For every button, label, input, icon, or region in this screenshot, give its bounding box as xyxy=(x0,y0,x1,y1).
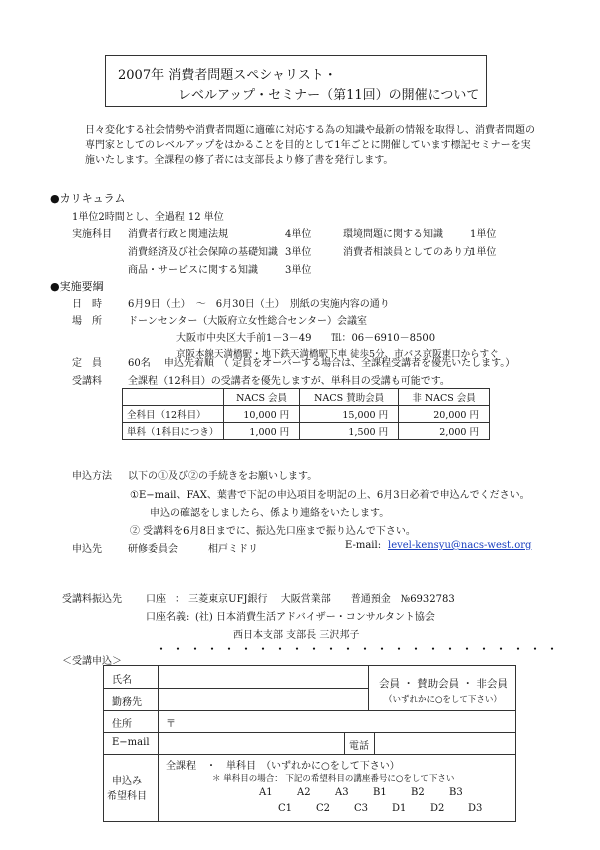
course-code[interactable]: A2 xyxy=(297,787,311,798)
title-line-1: 2007年 消費者問題スペシャリスト・ xyxy=(118,68,337,83)
application-form xyxy=(103,665,516,822)
subject-name: 消費者相談員としてのあり方 xyxy=(343,247,473,258)
method-step-1-note: 申込の確認をしましたら、係より連絡をいたします。 xyxy=(150,508,390,519)
form-work-field[interactable] xyxy=(160,690,364,708)
contact-value: 研修委員会 相戸ミドリ xyxy=(128,544,258,555)
table-cell xyxy=(123,389,224,406)
form-heading: ＜受講申込＞ xyxy=(62,656,122,667)
form-apply-label: 希望科目 xyxy=(107,791,147,802)
form-work-label: 勤務先 xyxy=(112,697,142,708)
title-box xyxy=(105,55,487,107)
method-intro: 以下の①及び②の手続きをお願いします。 xyxy=(128,471,318,482)
subject-name: 環境問題に関する知識 xyxy=(343,229,443,240)
subject-name: 消費者行政と関連法規 xyxy=(128,229,228,240)
email-label: E-mail: xyxy=(345,540,382,551)
member-type-options[interactable]: 会員 ・ 賛助会員 ・ 非会員 xyxy=(379,678,508,690)
title-line-2: レベルアップ・セミナー（第11回）の開催について xyxy=(178,88,480,103)
course-code[interactable]: C1 xyxy=(278,803,293,814)
course-note: ＊ 単科目の場合： 下記の希望科目の講座番号に○をして下さい xyxy=(212,774,455,784)
subject-name: 商品・サービスに関する知識 xyxy=(128,265,258,276)
bank-account-label: 口座 xyxy=(146,594,166,605)
subject-units: 1単位 xyxy=(470,247,497,258)
curriculum-label: 実施科目 xyxy=(72,229,112,240)
table-row xyxy=(123,423,490,440)
form-name-field[interactable] xyxy=(160,668,364,686)
place-access: 京阪本線天満橋駅・地下鉄天満橋駅下車 徒歩5分、市バス京阪東口からすぐ xyxy=(176,349,499,360)
course-code[interactable]: D3 xyxy=(468,803,483,814)
table-cell: 20,000 円 xyxy=(399,406,490,423)
bank-name-value: (社) 日本消費生活アドバイザー・コンサルタント協会 xyxy=(195,612,435,623)
contact-label: 申込先 xyxy=(72,544,102,555)
table-header: NACS 賛助会員 xyxy=(300,389,399,406)
form-name-label: 氏名 xyxy=(112,675,132,686)
form-address-field[interactable] xyxy=(180,712,510,730)
subject-units: 1単位 xyxy=(470,229,497,240)
date-value: 6月9日（土） 〜 6月30日（土） 別紙の実施内容の通り xyxy=(128,299,390,310)
form-address-label: 住所 xyxy=(112,719,132,730)
course-code[interactable]: B1 xyxy=(373,787,387,798)
separator-dots: ・・・・・・・・・・・・・・・・・・・・・・・・ xyxy=(155,642,564,656)
table-cell: 全科目（12科目） xyxy=(123,406,224,423)
course-code[interactable]: D1 xyxy=(392,803,407,814)
table-cell: 1,000 円 xyxy=(224,423,300,440)
table-header: 非 NACS 会員 xyxy=(399,389,490,406)
curriculum-summary: 1単位2時間とし、全過程 12 単位 xyxy=(72,212,224,223)
form-phone-field[interactable] xyxy=(378,734,510,752)
fee-table xyxy=(122,388,490,440)
bank-branch: 西日本支部 支部長 三沢邦子 xyxy=(233,630,360,641)
member-type-note: （いずれかに○をして下さい） xyxy=(384,695,502,705)
course-choice[interactable]: 全課程 ・ 単科目 （いずれかに○をして下さい） xyxy=(166,761,400,772)
course-code[interactable]: B3 xyxy=(449,787,463,798)
bank-label: 受講料振込先 xyxy=(62,594,122,605)
bank-account-value: ： 三菱東京UFJ銀行 大阪営業部 普通預金 №6932783 xyxy=(175,594,455,605)
form-apply-label: 申込み xyxy=(112,776,142,787)
subject-units: 4単位 xyxy=(285,229,312,240)
place-address: 大阪市中央区大手前1－3－49 ℡：06－6910－8500 xyxy=(176,333,436,344)
capacity-value: 60名 申込先着順 （ 定員をオーバーする場合は、全課程受講者を優先いたします。） xyxy=(128,358,516,369)
method-label: 申込方法 xyxy=(72,471,112,482)
curriculum-heading: ●カリキュラム xyxy=(50,192,126,205)
course-code[interactable]: C3 xyxy=(354,803,369,814)
fee-label: 受講料 xyxy=(72,376,102,387)
subject-units: 3単位 xyxy=(285,247,312,258)
form-email-label: E−mail xyxy=(112,737,150,748)
email-link[interactable]: level-kensyu@nacs-west.org xyxy=(388,540,532,551)
date-label: 日 時 xyxy=(72,299,102,310)
bank-name-label: 口座名義: xyxy=(146,612,190,623)
method-step-2: ② 受講料を6月8日までに、振込先口座まで振り込んで下さい。 xyxy=(130,526,416,537)
postal-mark: 〒 xyxy=(166,719,176,730)
capacity-label: 定 員 xyxy=(72,358,102,369)
course-code[interactable]: D2 xyxy=(430,803,445,814)
table-cell: 1,500 円 xyxy=(300,423,399,440)
place-name: ドーンセンター（大阪府立女性総合センター）会議室 xyxy=(128,316,367,327)
subject-units: 3単位 xyxy=(285,265,312,276)
place-label: 場 所 xyxy=(72,316,102,327)
table-header-row xyxy=(123,389,490,406)
table-header: NACS 会員 xyxy=(224,389,300,406)
outline-heading: ●実施要綱 xyxy=(50,280,104,293)
table-cell: 10,000 円 xyxy=(224,406,300,423)
table-cell: 単科（1科目につき） xyxy=(123,423,224,440)
form-phone-label: 電話 xyxy=(349,741,369,752)
method-step-1: ①E−mail、FAX、葉書で下記の申込項目を明記の上、6月3日必着で申込んでください。 xyxy=(130,490,530,501)
course-code[interactable]: C2 xyxy=(316,803,331,814)
table-cell: 15,000 円 xyxy=(300,406,399,423)
course-code[interactable]: A3 xyxy=(335,787,349,798)
course-code[interactable]: B2 xyxy=(411,787,425,798)
course-code[interactable]: A1 xyxy=(259,787,273,798)
fee-note: 全課程（12科目）の受講者を優先しますが、単科目の受講も可能です。 xyxy=(128,376,450,387)
intro-paragraph: 日々変化する社会情勢や消費者問題に適確に対応する為の知識や最新の情報を取得し、消費者問題の専門家としてのレベルアップをはかることを目的として1年ごとに開催しています標記セミナーを実施いたします。全課程の修了者には支部長より修了書を発行します。 xyxy=(85,125,535,166)
form-email-field[interactable] xyxy=(160,734,340,752)
table-cell: 2,000 円 xyxy=(399,423,490,440)
table-row xyxy=(123,406,490,423)
subject-name: 消費経済及び社会保障の基礎知識 xyxy=(128,247,278,258)
